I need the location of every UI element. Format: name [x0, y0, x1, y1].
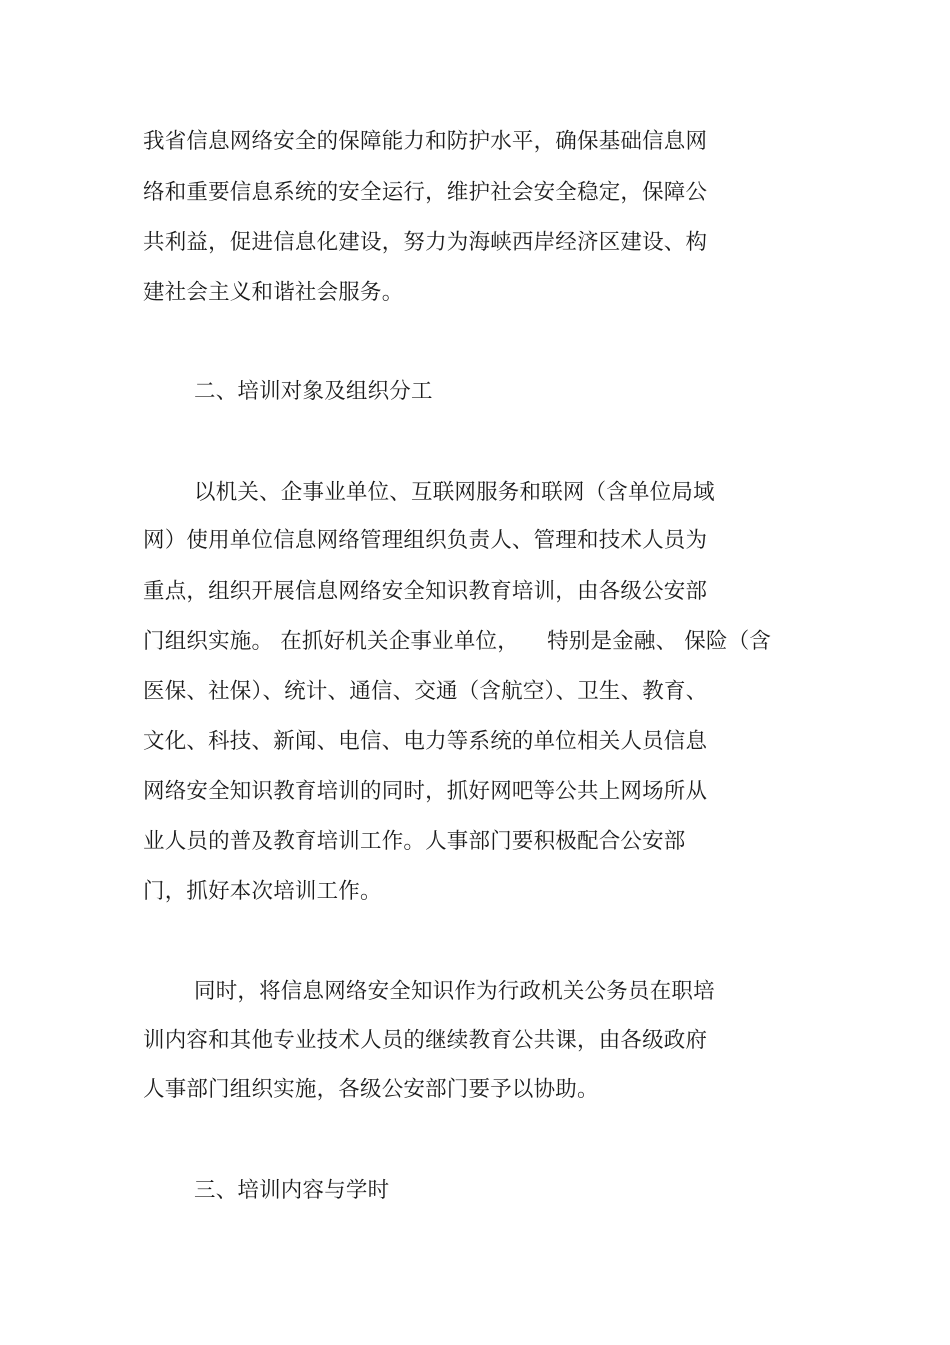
paragraph-2-line-8: 业人员的普及教育培训工作。人事部门要积极配合公安部 — [143, 829, 686, 854]
paragraph-3-line-2: 训内容和其他专业技术人员的继续教育公共课，由各级政府 — [143, 1028, 708, 1053]
paragraph-1-line-4: 建社会主义和谐社会服务。 — [143, 280, 404, 305]
paragraph-3-line-1: 同时，将信息网络安全知识作为行政机关公务员在职培 — [194, 979, 715, 1004]
paragraph-2-line-2: 网）使用单位信息网络管理组织负责人、管理和技术人员为 — [143, 528, 708, 553]
paragraph-1-line-1: 我省信息网络安全的保障能力和防护水平，确保基础信息网 — [143, 129, 708, 154]
paragraph-2-line-5: 医保、社保）、统计、通信、交通（含航空）、卫生、教育、 — [143, 679, 708, 704]
paragraph-2-line-6: 文化、科技、新闻、电信、电力等系统的单位相关人员信息 — [143, 729, 708, 754]
paragraph-1-line-2: 络和重要信息系统的安全运行，维护社会安全稳定，保障公 — [143, 180, 708, 205]
section-heading-2: 二、培训对象及组织分工 — [194, 379, 433, 404]
paragraph-3-line-3: 人事部门组织实施，各级公安部门要予以协助。 — [143, 1077, 599, 1102]
paragraph-2-line-4: 门组织实施。 在抓好机关企事业单位， 特别是金融、 保险（含 — [143, 629, 772, 654]
paragraph-2-line-9: 门，抓好本次培训工作。 — [143, 879, 382, 904]
paragraph-2-line-7: 网络安全知识教育培训的同时，抓好网吧等公共上网场所从 — [143, 779, 708, 804]
paragraph-2-line-1: 以机关、企事业单位、互联网服务和联网（含单位局域 — [194, 480, 715, 505]
section-heading-3: 三、培训内容与学时 — [194, 1178, 390, 1203]
paragraph-2-line-3: 重点，组织开展信息网络安全知识教育培训，由各级公安部 — [143, 579, 708, 604]
paragraph-1-line-3: 共利益，促进信息化建设，努力为海峡西岸经济区建设、构 — [143, 230, 708, 255]
